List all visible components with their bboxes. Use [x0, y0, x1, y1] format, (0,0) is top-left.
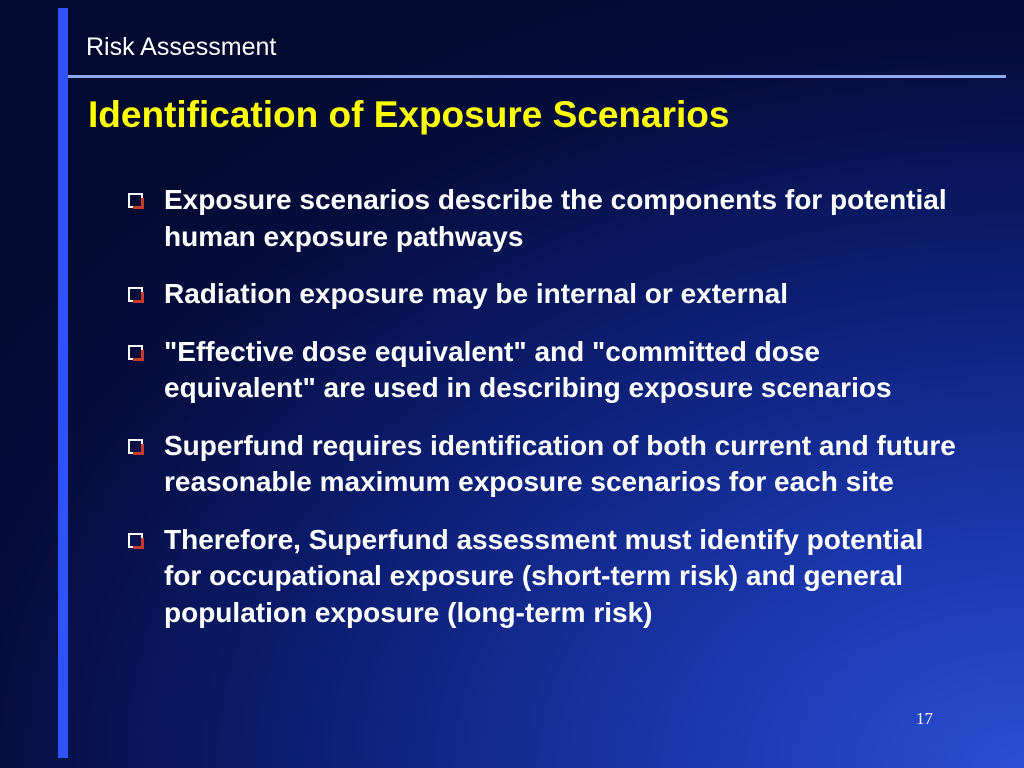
left-accent-bar: [58, 8, 68, 758]
list-item: [128, 428, 958, 501]
list-item: [128, 522, 958, 632]
bullet-text: Exposure scenarios describe the components for potential human exposure pathways: [164, 184, 947, 252]
hollow-square-bullet-icon: [128, 345, 143, 360]
bullet-text: Superfund requires identification of both current and future reasonable maximum exposure scenarios for each site: [164, 429, 956, 497]
hollow-square-bullet-icon: [128, 193, 143, 208]
bullet-text: "Effective dose equivalent" and "committed dose equivalent" are used in describing exposure scenarios: [164, 335, 892, 403]
bullet-text: Radiation exposure may be internal or external: [164, 278, 788, 309]
hollow-square-bullet-icon: [128, 287, 143, 302]
page-number: 17: [916, 709, 933, 728]
list-item: [128, 276, 958, 313]
bullet-list: [128, 182, 958, 652]
hollow-square-bullet-icon: [128, 439, 143, 454]
bullet-text: Therefore, Superfund assessment must identify potential for occupational exposure (short-term risk) and general population exposure (long-term risk): [164, 523, 924, 628]
list-item: [128, 182, 958, 255]
header-divider: [68, 75, 1006, 78]
slide-title: Identification of Exposure Scenarios: [88, 94, 730, 135]
hollow-square-bullet-icon: [128, 533, 143, 548]
section-label: Risk Assessment: [86, 33, 277, 61]
list-item: [128, 334, 958, 407]
